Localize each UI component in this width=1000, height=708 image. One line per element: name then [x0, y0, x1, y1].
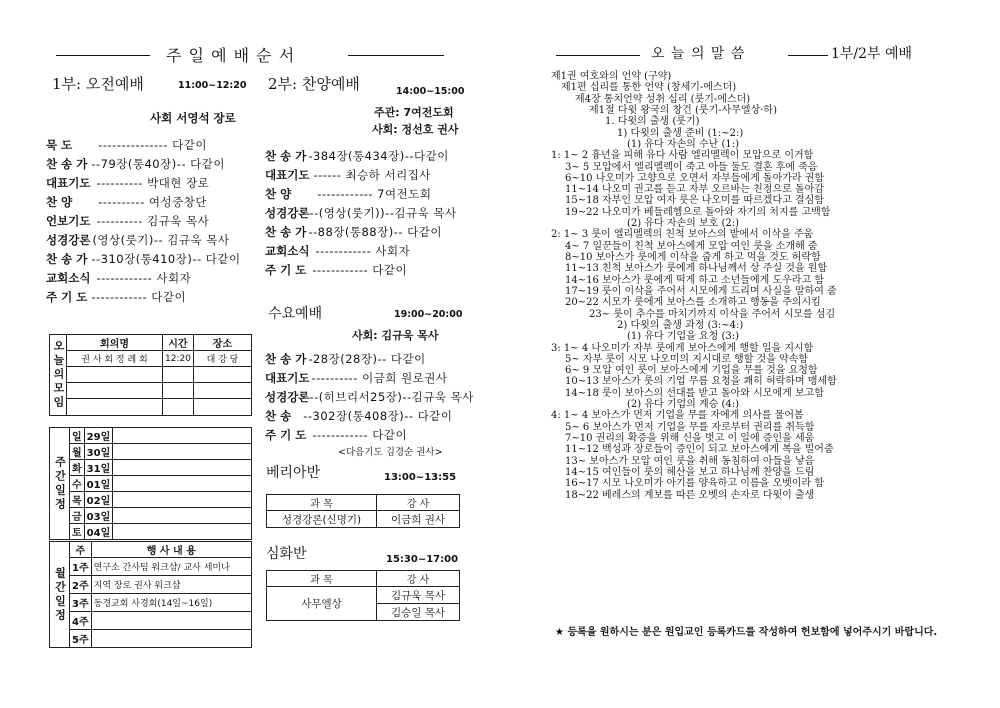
day-label: 월 — [70, 444, 85, 460]
day-date: 01일 — [84, 476, 113, 492]
outline-line: 23~ 룻이 추수를 마치기까지 이삭을 주어서 시모를 섬김 — [589, 308, 836, 320]
sermon-outline — [551, 71, 951, 501]
meeting-head-time: 시간 — [163, 335, 194, 351]
outline-line: 7~10 권리의 확증을 위해 신을 벗고 이 일에 증인을 세움 — [565, 433, 815, 444]
outline-line: 13~ 보아스가 모압 여인 룻을 취해 동침하여 아들을 낳음 — [565, 455, 815, 467]
order-row: 찬 송 가 -384장(통434장)--다같이 — [265, 148, 449, 163]
outline-line: 19~22 나오미가 베들레헴으로 돌아와 자기의 처지를 고백함 — [565, 206, 831, 218]
outline-line: 3~ 5 모압에서 엘리멜렉이 죽고 아들 둘도 결혼 후에 죽음 — [565, 161, 818, 173]
outline-line: (2) 유다 기업의 계승 (4:) — [627, 399, 740, 411]
berea-head-subject: 과 목 — [267, 495, 377, 511]
outline-line: 11~12 백성과 장로들이 증인이 되고 보아스에게 복을 빌어줌 — [565, 444, 834, 456]
advanced-table — [266, 570, 460, 621]
monthly-schedule-table — [49, 541, 252, 648]
day-label: 화 — [70, 460, 85, 476]
right-page-subtitle: 1부/2부 예배 — [831, 46, 913, 62]
outline-line: (1) 유다 기업을 요청 (3:) — [627, 331, 740, 343]
outline-line: 15~18 자부인 모압 여자 룻은 나오미를 따르겠다고 결심함 — [565, 195, 824, 207]
service2-leader: 사회: 정선호 권사 — [372, 123, 459, 136]
order-row: 찬 송 가 --79장(통40장)-- 다같이 — [46, 156, 225, 171]
order-row: 찬 송 가 --88장(통88장)-- 다같이 — [265, 224, 442, 239]
order-row: 찬 송 가 --310장(통410장)-- 다같이 — [46, 251, 241, 266]
advanced-teacher-1: 김규욱 목사 — [377, 587, 460, 604]
order-row: 대표기도 ------ 최승하 서리집사 — [265, 167, 431, 182]
outline-line: 16~17 시모 나오미가 아기를 양육하고 이름을 오벳이라 함 — [565, 478, 824, 490]
order-row: 찬 송 가 -28장(28장)-- 다같이 — [265, 351, 426, 366]
outline-line: 제1권 여호와의 언약 (구약) — [551, 71, 672, 82]
day-label: 금 — [70, 508, 85, 524]
advanced-teacher-2: 김승일 목사 — [377, 604, 460, 621]
service2-time: 14:00~15:00 — [396, 86, 465, 97]
day-date: 29일 — [84, 428, 113, 444]
berea-subject: 성경강론(신명기) — [267, 511, 377, 528]
outline-line: 1. 다윗의 출생 (룻기) — [605, 116, 700, 128]
outline-line: 2: 1~ 3 룻이 엘리멜렉의 친척 보아스의 밭에서 이삭을 주움 — [551, 229, 814, 241]
berea-name: 베리아반 — [266, 465, 321, 481]
day-date: 04일 — [84, 524, 113, 540]
order-row: 성경강론 --(히브리서25장)--김규욱 목사 — [265, 389, 474, 404]
order-row: 찬 송 --302장(통408장)-- 다같이 — [265, 408, 453, 423]
outline-line: 5~ 6 보아스가 먼저 기업을 무를 자로부터 권리를 취득함 — [565, 421, 815, 433]
advanced-head-teacher: 강 사 — [377, 571, 460, 587]
week-label: 1주 — [70, 558, 92, 576]
day-label: 목 — [70, 492, 85, 508]
meeting-time: 12:20 — [163, 351, 194, 367]
outline-line: 14~16 보아스가 룻에게 떡게 하고 소년들에게 도우라고 함 — [565, 274, 824, 286]
left-page-title: 주 일 예 배 순 서 — [166, 46, 296, 65]
wednesday-time: 19:00~20:00 — [394, 309, 463, 320]
order-row: 교회소식 ------------ 사회자 — [46, 270, 192, 285]
outline-line: (1) 유다 자손의 수난 (1:) — [627, 138, 740, 150]
outline-line: 제1절 다윗 왕국의 창건 (룻기-사무엘상·하) — [589, 104, 777, 116]
week-event — [91, 612, 251, 630]
order-row: 주 기 도 ------------ 다같이 — [46, 289, 187, 304]
meeting-head-name: 회의명 — [67, 335, 163, 351]
outline-line: 6~10 나오미가 고향으로 오면서 자부들에게 돌아가라 권함 — [565, 172, 825, 184]
week-label: 2주 — [70, 576, 92, 594]
order-row: 대표기도 ---------- 이금희 원로권사 — [265, 370, 448, 385]
order-row: 묵 도 --------------- 다같이 — [46, 137, 207, 152]
outline-line: 2) 다윗의 출생 과정 (3:~4:) — [617, 319, 744, 331]
service2-host: 주관: 7여전도회 — [374, 106, 454, 119]
weekly-schedule-table — [49, 427, 252, 540]
advanced-head-subject: 과 목 — [267, 571, 377, 587]
week-event: 지역 장로 권사 워크샵 — [91, 576, 251, 594]
outline-line: 5~ 자부 룻이 시모 나오미의 지시대로 행할 것을 약속함 — [565, 353, 809, 365]
day-label: 일 — [70, 428, 85, 444]
outline-line: 18~22 베레스의 계보를 따른 오벳의 손자로 다윗이 출생 — [565, 489, 815, 501]
outline-line: 1) 다윗의 출생 준비 (1:~2:) — [617, 127, 744, 139]
order-row: 대표기도 ---------- 박대현 장로 — [46, 175, 210, 190]
outline-line: 4~ 7 일꾼들이 친척 보아스에게 모압 여인 룻을 소개해 줌 — [565, 240, 818, 252]
monthly-head-event: 행 사 내 용 — [91, 542, 251, 558]
week-label: 4주 — [70, 612, 92, 630]
order-row: 성경강론 (영상(룻기)-- 김규욱 목사 — [46, 232, 230, 247]
weekly-side: 주간일정 — [53, 455, 67, 512]
outline-line: 제4장 통치언약 성취 십리 (룻기-에스더) — [575, 93, 751, 105]
berea-time: 13:00~13:55 — [384, 472, 457, 483]
week-event: 동경교회 사경회(14일~16일) — [91, 594, 251, 612]
outline-line: 6~ 9 모압 여인 룻이 보아스에게 기업을 무를 것을 요청함 — [565, 365, 818, 377]
today-meeting-side: 오늘의모임 — [52, 340, 65, 410]
order-row: 교회소식 ------------ 사회자 — [265, 243, 411, 258]
week-label: 3주 — [70, 594, 92, 612]
monthly-head-week: 주 — [70, 542, 92, 558]
wednesday-leader: 사회: 김규욱 목사 — [352, 329, 439, 342]
order-row: 찬 양 ---------- 여성중창단 — [46, 194, 207, 209]
outline-line: 1: 1~ 2 흉년을 피해 유다 사람 엘리멜렉이 모압으로 이거함 — [551, 150, 814, 162]
berea-teacher: 이금희 권사 — [377, 511, 460, 528]
berea-head-teacher: 강 사 — [377, 495, 460, 511]
outline-line: 10~13 보아스가 룻의 기업 무름 요청을 쾌히 허락하며 맹세함 — [565, 376, 837, 388]
order-row: 주 기 도 ------------ 다같이 — [265, 427, 408, 442]
week-label: 5주 — [70, 630, 92, 648]
registration-notice: ★ 등록을 원하시는 분은 원입교인 등록카드를 작성하여 헌보함에 넣어주시기 바랍니다. — [555, 627, 938, 638]
outline-line: (2) 유다 자손의 보호 (2:) — [627, 218, 740, 230]
today-meeting-table — [49, 334, 252, 416]
day-label: 수 — [70, 476, 85, 492]
day-date: 03일 — [84, 508, 113, 524]
service1-leader: 사회 서영석 장로 — [150, 111, 236, 125]
service1-time: 11:00~12:20 — [178, 80, 247, 91]
meeting-place: 대 강 당 — [193, 351, 251, 367]
outline-line: 17~19 룻이 이삭을 주어서 시모에게 드리며 사실을 말하여 줌 — [565, 285, 837, 297]
service2-name: 2부: 찬양예배 — [268, 75, 360, 93]
outline-line: 20~22 시모가 룻에게 보아스를 소개하고 행동을 주의시킴 — [565, 297, 821, 309]
meeting-name: 권 사 회 정 례 회 — [67, 351, 163, 367]
next-prayer-note: <다음기도 김경순 권사> — [338, 447, 443, 458]
order-row: 성경강론 --(영상(룻기))--김규욱 목사 — [265, 205, 457, 220]
week-event — [91, 630, 251, 648]
outline-line: 8~10 보아스가 룻에게 이삭을 줍게 하고 먹을 것도 허락함 — [565, 252, 821, 263]
service1-name: 1부: 오전예배 — [52, 75, 144, 93]
day-date: 30일 — [84, 444, 113, 460]
day-date: 02일 — [84, 492, 113, 508]
advanced-time: 15:30~17:00 — [386, 554, 459, 565]
outline-line: 3: 1~ 4 나오미가 자부 룻에게 보아스에게 행할 일을 지시함 — [551, 342, 814, 354]
meeting-head-place: 장소 — [193, 335, 251, 351]
outline-line: 14~15 여인들이 룻의 헤산을 보고 하나님께 찬양을 드림 — [565, 466, 815, 478]
advanced-subject: 사무엘상 — [267, 587, 377, 621]
outline-line: 14~18 룻이 보아스의 선대를 받고 돌아와 시모에게 보고함 — [565, 387, 824, 399]
order-row: 주 기 도 ------------ 다같이 — [265, 262, 408, 277]
outline-line: 11~13 친척 보아스가 룻에게 하나님께서 상 주실 것을 원함 — [565, 263, 828, 275]
order-row: 찬 양 ------------ 7여전도회 — [265, 186, 432, 201]
week-event: 연구소 간사팀 워크샵/ 교사 세미나 — [91, 558, 251, 576]
day-date: 31일 — [84, 460, 113, 476]
outline-line: 4: 1~ 4 보아스가 먼저 기업을 무를 자에게 의사를 물어봄 — [551, 410, 804, 422]
order-row: 언보기도 ---------- 김규욱 목사 — [46, 213, 210, 228]
advanced-name: 심화반 — [266, 546, 307, 562]
outline-line: 11~14 나오미 권고를 듣고 자부 오르바는 친정으로 돌아감 — [565, 184, 824, 196]
wednesday-name: 수요예배 — [268, 306, 323, 322]
outline-line: 제1편 십리를 통한 언약 (창세기-에스더) — [561, 82, 737, 94]
berea-table — [266, 494, 460, 528]
day-label: 토 — [70, 524, 85, 540]
monthly-side: 월간일정 — [53, 566, 67, 623]
right-page-title: 오 늘 의 말 씀 — [651, 46, 746, 62]
